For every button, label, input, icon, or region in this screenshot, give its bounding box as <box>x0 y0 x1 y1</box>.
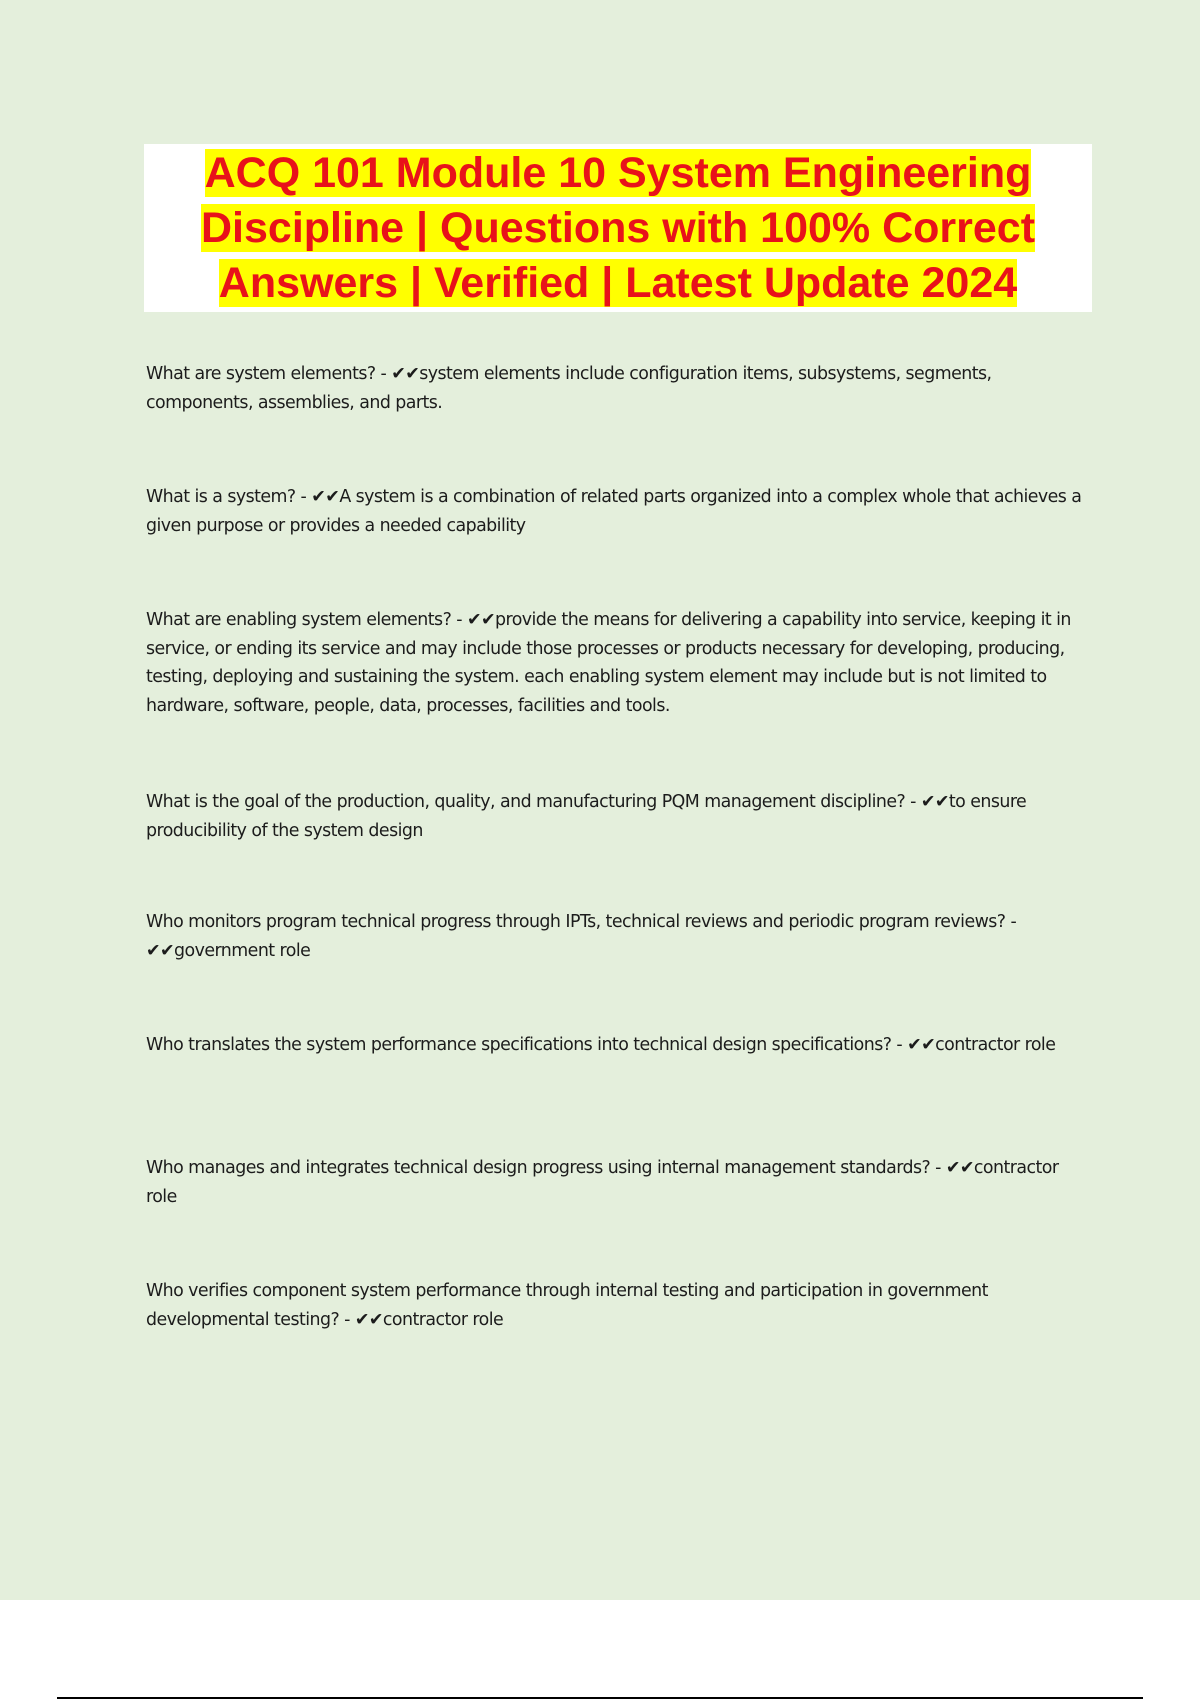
question-text: What is a system? <box>146 487 296 507</box>
qa-item: Who translates the system performance specifications into technical design specifications? - ✔✔contractor role <box>146 1035 1056 1055</box>
answer-text: system elements include configuration items, subsystems, segments, components, assemblies, and parts. <box>146 364 992 413</box>
check-icon: ✔✔ <box>311 487 340 507</box>
qa-item: Who monitors program technical progress through IPTs, technical reviews and periodic program reviews? - ✔✔government role <box>146 912 1017 961</box>
document-title-text: ACQ 101 Module 10 System Engineering Discipline | Questions with 100% Correct Answers | Verified | Latest Update 2024 <box>200 149 1036 307</box>
question-text: Who manages and integrates technical design progress using internal management standards? <box>146 1158 931 1178</box>
question-text: Who translates the system performance specifications into technical design specifications? <box>146 1035 892 1055</box>
check-icon: ✔✔ <box>391 364 420 384</box>
qa-item: What are system elements? - ✔✔system elements include configuration items, subsystems, segments, components, assemblies, and parts. <box>146 364 992 413</box>
answer-text: contractor role <box>935 1035 1056 1055</box>
question-text: Who verifies component system performance through internal testing and participation in government developmental testing? <box>146 1281 988 1330</box>
question-text: What is the goal of the production, quality, and manufacturing PQM management discipline? <box>146 792 906 812</box>
question-text: What are system elements? <box>146 364 376 384</box>
answer-text: A system is a combination of related parts organized into a complex whole that achieves a given purpose or provides a needed capability <box>146 487 1082 536</box>
qa-item: What are enabling system elements? - ✔✔provide the means for delivering a capability into service, keeping it in service, or ending its service and may include those processes or products necessary for developing, producing, testing, deploying and sustaining the system. each enabling system element may include but is not limited to hardware, software, people, data, processes, facilities and tools. <box>146 610 1071 716</box>
check-icon: ✔✔ <box>945 1158 974 1178</box>
check-icon: ✔✔ <box>920 792 949 812</box>
check-icon: ✔✔ <box>146 940 175 961</box>
check-icon: ✔✔ <box>354 1309 383 1330</box>
qa-item: Who verifies component system performance through internal testing and participation in government developmental testing? - ✔✔contractor role <box>146 1281 988 1330</box>
answer-text: provide the means for delivering a capability into service, keeping it in service, or ending its service and may include those processes or products necessary for developing, producing, testing, deploying and sustaining the system. each enabling system element may include but is not limited to hardware, software, people, data, processes, facilities and tools. <box>146 610 1071 716</box>
question-text: What are enabling system elements? <box>146 610 452 630</box>
question-text: Who monitors program technical progress through IPTs, technical reviews and periodic program reviews? <box>146 912 1006 932</box>
answer-text: contractor role <box>382 1309 504 1330</box>
check-icon: ✔✔ <box>907 1035 936 1055</box>
answer-text: contractor role <box>146 1158 1059 1207</box>
footer-divider <box>57 1697 1143 1699</box>
document-title <box>144 146 1092 311</box>
qa-item: What is a system? - ✔✔A system is a combination of related parts organized into a complex whole that achieves a given purpose or provides a needed capability <box>146 487 1082 536</box>
qa-item: What is the goal of the production, quality, and manufacturing PQM management discipline? - ✔✔to ensure producibility of the system design <box>146 792 1027 841</box>
check-icon: ✔✔ <box>466 610 495 630</box>
answer-text: to ensure producibility of the system design <box>146 792 1027 841</box>
qa-item: Who manages and integrates technical design progress using internal management standards? - ✔✔contractor role <box>146 1158 1059 1207</box>
answer-text: government role <box>174 940 311 961</box>
